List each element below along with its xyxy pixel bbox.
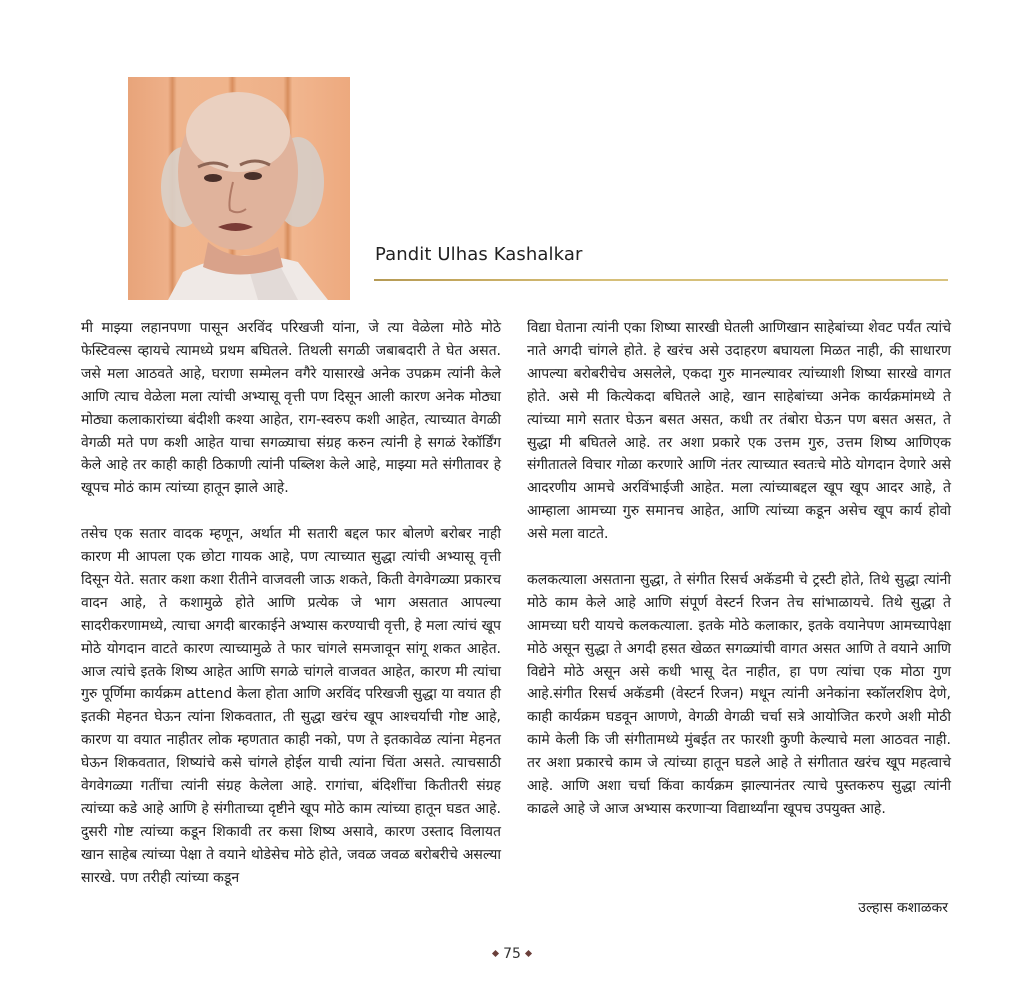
page-number: 75 bbox=[503, 946, 521, 962]
eye-left bbox=[204, 174, 222, 182]
paragraph: विद्या घेताना त्यांनी एका शिष्या सारखी घेतली आणिखान साहेबांच्या शेवट पर्यंत त्यांचे नाते अगदी चांगले होते. हे खरंच असे उदाहरण बघायला मिळत नाही, की साधारण आपल्या बरोबरीचेच असलेले, एकदा गुरु मानल्यावर त्यांच्याशी शिष्या सारखे वागत होते. असे मी कित्येकदा बघितले आहे, खान साहेबांच्या अनेक कार्यक्रमांमध्ये ते त्यांच्या मागे सतार घेऊन बसत असत, कधी तर तंबोरा घेऊन पण बसत असत, ते सुद्धा मी बघितले आहे. तर अशा प्रकारे एक उत्तम गुरु, उत्तम शिष्य आणिएक संगीतातले विचार गोळा करणारे आणि नंतर त्याच्यात स्वतःचे मोठे योगदान देणारे असे आदरणीय आमचे अरविंभाईजी आहेत. मला त्यांच्याबद्दल खूप खूप आदर आहे, ते आम्हाला आमच्या गुरु समानच आहेत, आणि त्यांच्या कडून असेच खूप कार्य होवो असे मला वाटते. bbox=[527, 320, 951, 543]
page-footer bbox=[0, 946, 1024, 962]
eye-right bbox=[244, 172, 262, 180]
right-column bbox=[527, 317, 951, 844]
title-underline bbox=[374, 279, 948, 281]
paragraph: तसेच एक सतार वादक म्हणून, अर्थात मी सतारी बद्दल फार बोलणे बरोबर नाही कारण मी आपला एक छोटा गायक आहे, पण त्याच्यात सुद्धा त्यांची अभ्यासू वृत्ती दिसून येते. सतार कशा कशा रीतीने वाजवली जाऊ शकते, किती वेगवेगळ्या प्रकारच वादन आहे, ते कशामुळे होते आणि प्रत्येक जे भाग असतात आपल्या सादरीकरणामध्ये, त्याचा अगदी बारकाईने अभ्यास करण्याची वृत्ती, हे मला त्यांचं खूप मोठे योगदान वाटते कारण त्याच्यामुळे ते फार चांगले समजावून सांगू शकत आहेत. आज त्यांचे इतके शिष्य आहेत आणि सगळे चांगले वाजवत आहेत, कारण मी त्यांचा गुरु पूर्णिमा कार्यक्रम attend केला होता आणि अरविंद परिखजी सुद्धा या वयात ही इतकी मेहनत घेऊन त्यांना शिकवतात, ती सुद्धा खरंच खूप आश्चर्याची गोष्ट आहे, कारण या वयात नाहीतर लोक म्हणतात काही नको, पण ते इतकावेळ त्यांना मेहनत घेऊन शिकवतात, शिष्यांचे कसे चांगले होईल याची त्यांना चिंता असते. त्याचसाठी वेगवेगळ्या गतींचा त्यांनी संग्रह केलेला आहे. रागांचा, बंदिशींचा कितीतरी संग्रह त्यांच्या कडे आहे आणि हे संगीताच्या दृष्टीने खूप मोठे काम त्यांच्या हातून घडत आहे. दुसरी गोष्ट त्यांच्या कडून शिकावी तर कसा शिष्य असावे, कारण उस्ताद विलायत खान साहेब त्यांच्या पेक्षा ते वयाने थोडेसेच मोठे होते, जवळ जवळ बरोबरीचे असल्या सारखे. पण तरीही त्यांच्या कडून bbox=[81, 526, 501, 886]
portrait-photo bbox=[128, 77, 350, 300]
article-title: Pandit Ulhas Kashalkar bbox=[375, 244, 583, 265]
portrait-illustration bbox=[128, 77, 350, 300]
forehead-highlight bbox=[186, 92, 290, 172]
diamond-ornament-icon bbox=[525, 949, 532, 956]
paragraph: कलकत्याला असताना सुद्धा, ते संगीत रिसर्च अकॅडमी चे ट्रस्टी होते, तिथे सुद्धा त्यांनी मोठे काम केले आहे आणि संपूर्ण वेस्टर्न रिजन तेच सांभाळायचे. तिथे सुद्धा ते आमच्या घरी यायचे कलकत्याला. इतके मोठे कलाकार, इतके वयानेपण आमच्यापेक्षा मोठे असून सुद्धा ते अगदी हसत खेळत सगळ्यांची वागत असत आणि ते वयाने आणि विद्येने मोठे असून असे कधी भासू देत नाहीत, हा पण त्यांचा एक मोठा गुण आहे.संगीत रिसर्च अकॅडमी (वेस्टर्न रिजन) मधून त्यांनी अनेकांना स्कॉलरशिप देणे, काही कार्यक्रम घडवून आणणे, वेगळी वेगळी चर्चा सत्रे आयोजित करणे अशी मोठी कामे केली कि जी संगीतामध्ये मुंबईत तर फारशी कुणी केल्याचे मला आठवत नाही. तर अशा प्रकारचे काम जे त्यांच्या हातून घडले आहे ते संगीतात खरंच खूप महत्वाचे आहे. आणि अशा चर्चा किंवा कार्यक्रम झाल्यानंतर त्याचे पुस्तकरुप सुद्धा त्यांनी काढले आहे जे आज अभ्यास करणाऱ्या विद्यार्थ्यांना खूपच उपयुक्त आहे. bbox=[527, 571, 951, 818]
left-column bbox=[81, 317, 501, 913]
author-signature: उल्हास कशाळकर bbox=[858, 900, 948, 916]
diamond-ornament-icon bbox=[492, 949, 499, 956]
paragraph: मी माझ्या लहानपणा पासून अरविंद परिखजी यांना, जे त्या वेळेला मोठे मोठे फेस्टिवल्स व्हायचे त्यामध्ये प्रथम बघितले. तिथली सगळी जबाबदारी ते घेत असत. जसे मला आठवते आहे, घराणा सम्मेलन वगैरे यासारखे अनेक उपक्रम त्यांनी केले आणि त्याच वेळेला मला त्यांची अभ्यासू वृत्ती पण दिसून आली कारण अनेक मोठ्या मोठ्या कलाकारांच्या बंदीशी कश्या आहेत, राग-स्वरुप कशी आहेत, त्याच्यात वेगळी वेगळी मते पण कशी आहेत याचा सगळ्याचा संग्रह करुन त्यांनी हे सगळं रेकॉर्डिंग केले आहे तर काही काही ठिकाणी त्यांनी पब्लिश केले आहे, माझ्या मते संगीतावर हे खूपच मोठं काम त्यांच्या हातून झाले आहे. bbox=[81, 320, 501, 497]
